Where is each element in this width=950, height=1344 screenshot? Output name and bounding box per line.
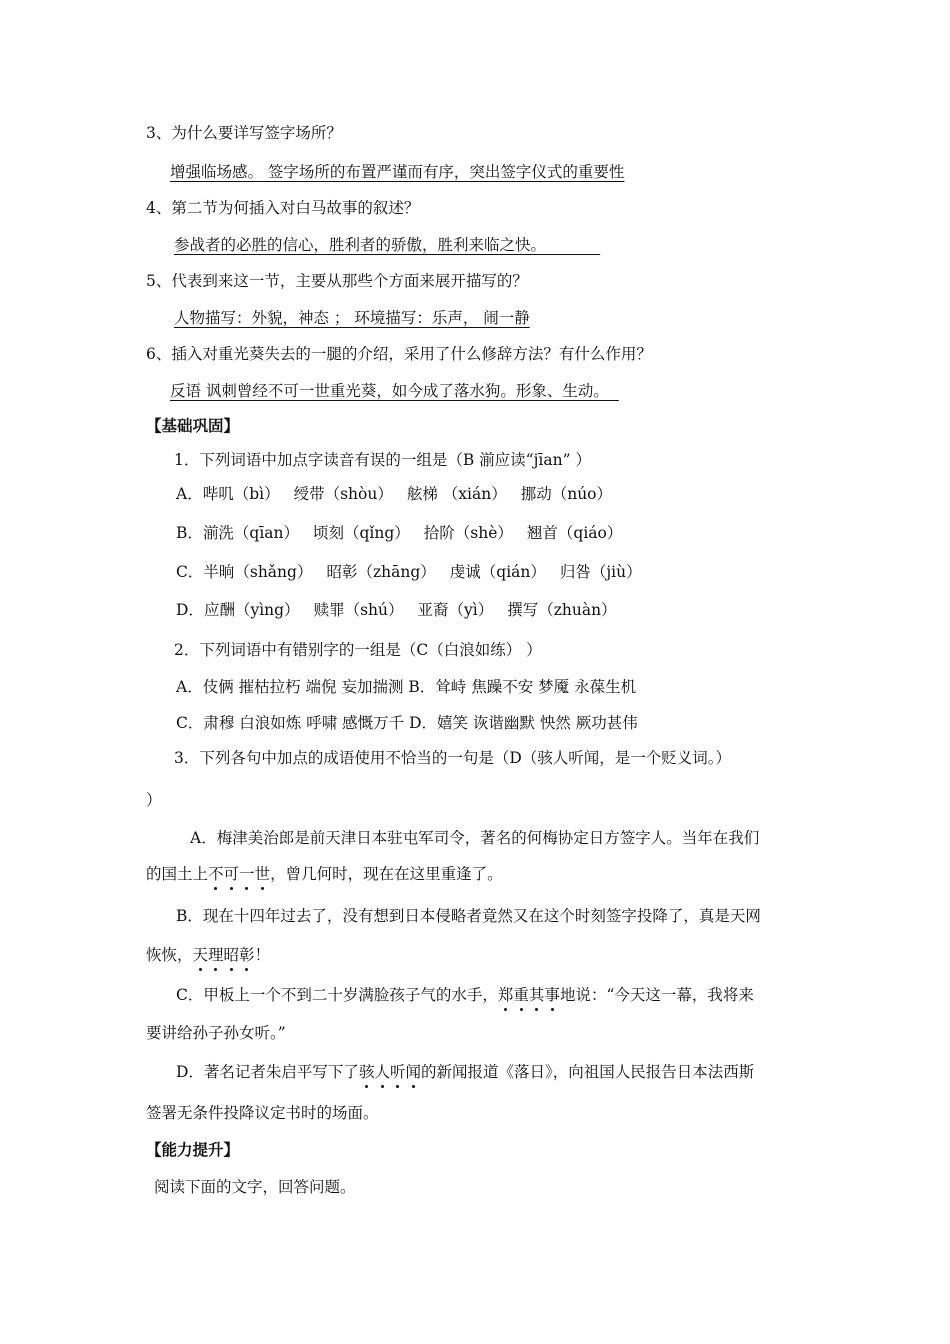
- question-4: 4、第二节为何插入对白马故事的叙述？: [146, 199, 420, 217]
- dotted-idiom: [498, 986, 560, 1004]
- question-5: 5、代表到来这一节，主要从那些个方面来展开描写的？: [146, 272, 528, 290]
- dotted-idiom: [208, 865, 270, 883]
- q1-stem: 1．下列词语中加点字读音有误的一组是（B 湔应读“jīan” ）: [174, 451, 591, 469]
- answer-3: 增强临场感。 签字场所的布置严谨而有序，突出签字仪式的重要性: [170, 163, 625, 181]
- emphasis-char: 昭: [223, 946, 240, 964]
- emphasis-char: 可: [223, 865, 240, 883]
- emphasis-char: 人: [374, 1063, 390, 1081]
- q1-option-c: C．半晌（shǎng） 昭彰（zhāng） 虔诚（qián） 归咎（jiù）: [176, 563, 642, 581]
- emphasis-char: 理: [208, 946, 224, 964]
- emphasis-char: 骇: [358, 1063, 375, 1081]
- emphasis-char: 世: [254, 865, 271, 883]
- q1-option-d: D．应酬（yìng） 赎罪（shú） 亚裔（yì） 撰写（zhuàn）: [176, 601, 617, 619]
- emphasis-char: 其: [528, 986, 545, 1004]
- answer-5: 人物描写：外貌，神态 ； 环境描写：乐声， 闹一静: [174, 309, 530, 327]
- q2-stem: 2．下列词语中有错别字的一组是（C（白浪如练） ）: [174, 641, 542, 659]
- question-6: 6、插入对重光葵失去的一腿的介绍，采用了什么修辞方法？有什么作用？: [146, 345, 652, 363]
- emphasis-char: 一: [239, 865, 255, 883]
- emphasis-char: 彰: [239, 946, 255, 964]
- q1-option-a: A．哔叽（bì） 绶带（shòu） 舷梯 （xián） 挪动（núo）: [176, 485, 613, 503]
- question-3: 3、为什么要详写签字场所？: [146, 124, 342, 142]
- q2-options-line2: C．肃穆 白浪如炼 呼啸 感慨万千 D．嬉笑 诙谐幽默 怏然 厥功甚伟: [176, 714, 638, 732]
- section-heading-basic: 【基础巩固】: [146, 417, 240, 435]
- q3-option-d-line1: D．著名记者朱启平写下了骇人听闻的新闻报道《落日》，向祖国人民报告日本法西斯: [176, 1063, 755, 1081]
- q1-option-b: B．湔洗（qīan） 顷刻（qǐng） 拾阶（shè） 翘首（qiáo）: [176, 524, 623, 542]
- emphasis-char: 郑: [497, 986, 514, 1004]
- q3-option-a-line2: 的国土上不可一世，曾几何时，现在在这里重逢了。: [146, 865, 503, 883]
- q3-option-b-line2: 恢恢，天理昭彰！: [146, 946, 271, 964]
- q3-option-b-line1: B．现在十四年过去了，没有想到日本侵略者竟然又在这个时刻签字投降了，真是天网: [176, 907, 761, 925]
- dotted-idiom: [359, 1063, 421, 1081]
- q3-option-c-line2: 要讲给孙子孙女听。”: [146, 1024, 286, 1042]
- reading-instruction: 阅读下面的文字，回答问题。: [154, 1178, 356, 1196]
- emphasis-char: 不: [208, 865, 224, 883]
- answer-4: 参战者的必胜的信心，胜利者的骄傲，胜利来临之快。: [174, 236, 547, 254]
- emphasis-char: 听: [389, 1063, 406, 1081]
- q3-option-c-line1: C．甲板上一个不到二十岁满脸孩子气的水手，郑重其事地说：“今天这一幕，我将来: [176, 986, 754, 1004]
- emphasis-char: 事: [544, 986, 560, 1004]
- q3-stem: 3．下列各句中加点的成语使用不恰当的一句是（D（骇人听闻，是一个贬义词。）: [174, 749, 732, 767]
- section-heading-advanced: 【能力提升】: [146, 1141, 240, 1159]
- q3-stem-end: ）: [146, 791, 162, 809]
- q3-option-d-line2: 签署无条件投降议定书时的场面。: [146, 1104, 379, 1122]
- emphasis-char: 天: [192, 946, 209, 964]
- emphasis-char: 闻: [405, 1063, 421, 1081]
- q3-option-a-line1: A．梅津美治郎是前天津日本驻屯军司令，著名的何梅协定日方签字人。当年在我们: [190, 829, 760, 847]
- answer-6: 反语 讽刺曾经不可一世重光葵，如今成了落水狗。形象、生动。: [170, 382, 609, 400]
- dotted-idiom: [193, 946, 255, 964]
- q2-options-line1: A．伎俩 摧枯拉朽 端倪 妄加揣测 B．耸峙 焦躁不安 梦魇 永葆生机: [176, 678, 637, 696]
- emphasis-char: 重: [513, 986, 529, 1004]
